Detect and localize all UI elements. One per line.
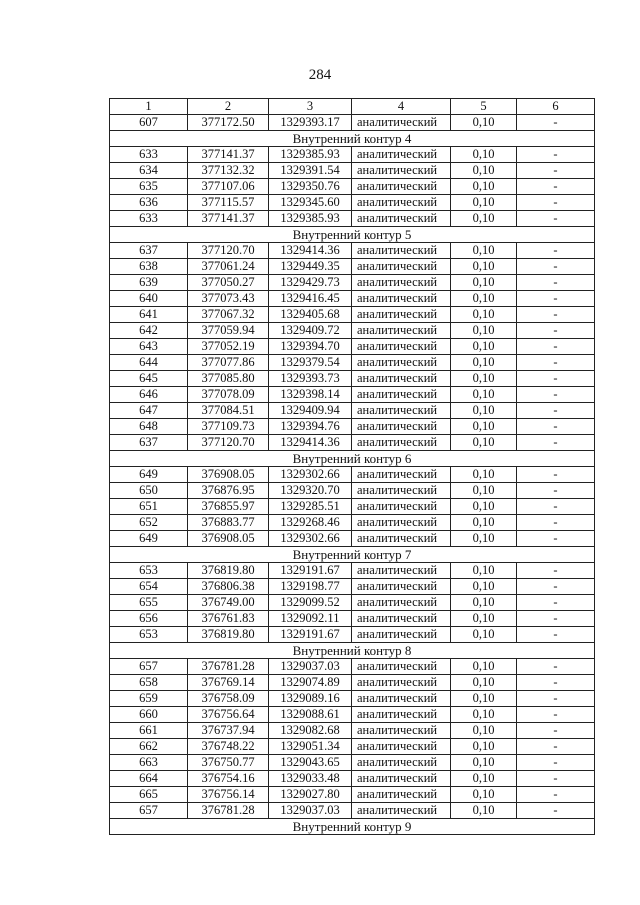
table-cell: 636: [110, 195, 188, 211]
table-cell: 1329082.68: [269, 723, 352, 739]
section-row: [110, 451, 595, 467]
table-cell: 377120.70: [188, 435, 269, 451]
table-cell: аналитический: [352, 755, 451, 771]
table-cell: 1329385.93: [269, 147, 352, 163]
table-cell: -: [517, 659, 595, 675]
table-cell: 376750.77: [188, 755, 269, 771]
table-cell: 376761.83: [188, 611, 269, 627]
table-cell: 0,10: [451, 403, 517, 419]
table-cell: 0,10: [451, 803, 517, 819]
table-cell: 0,10: [451, 355, 517, 371]
table-cell: аналитический: [352, 291, 451, 307]
table-cell: 607: [110, 115, 188, 131]
table-cell: 0,10: [451, 387, 517, 403]
table-cell: 1329385.93: [269, 211, 352, 227]
table-cell: 376749.00: [188, 595, 269, 611]
header-cell: 2: [188, 99, 269, 115]
table-cell: -: [517, 755, 595, 771]
table-cell: 376876.95: [188, 483, 269, 499]
table-row: [110, 739, 595, 755]
table-cell: 640: [110, 291, 188, 307]
table-cell: 0,10: [451, 211, 517, 227]
table-row: [110, 195, 595, 211]
section-row: [110, 643, 595, 659]
table-cell: 376781.28: [188, 803, 269, 819]
table-row: [110, 115, 595, 131]
table-cell: 653: [110, 563, 188, 579]
table-cell: аналитический: [352, 419, 451, 435]
table-cell: аналитический: [352, 147, 451, 163]
table-row: [110, 243, 595, 259]
table-cell: -: [517, 435, 595, 451]
table-cell: 1329198.77: [269, 579, 352, 595]
table-cell: аналитический: [352, 275, 451, 291]
table-cell: 377141.37: [188, 147, 269, 163]
table-row: [110, 787, 595, 803]
table-cell: 376781.28: [188, 659, 269, 675]
table-cell: 1329414.36: [269, 243, 352, 259]
table-row: [110, 483, 595, 499]
header-row: [110, 99, 595, 115]
header-cell: 4: [352, 99, 451, 115]
table-cell: -: [517, 515, 595, 531]
table-row: [110, 307, 595, 323]
table-cell: аналитический: [352, 387, 451, 403]
table-cell: аналитический: [352, 611, 451, 627]
table-cell: 377085.80: [188, 371, 269, 387]
table-row: [110, 723, 595, 739]
table-cell: аналитический: [352, 115, 451, 131]
table-cell: 661: [110, 723, 188, 739]
table-cell: 633: [110, 147, 188, 163]
table-cell: -: [517, 195, 595, 211]
table-cell: -: [517, 563, 595, 579]
table-cell: 377115.57: [188, 195, 269, 211]
table-row: [110, 771, 595, 787]
table-cell: -: [517, 211, 595, 227]
table-row: [110, 387, 595, 403]
table-cell: аналитический: [352, 195, 451, 211]
table-cell: 1329037.03: [269, 803, 352, 819]
table-row: [110, 675, 595, 691]
table-cell: 644: [110, 355, 188, 371]
section-row: [110, 547, 595, 563]
table-body: [110, 99, 595, 835]
table-row: [110, 659, 595, 675]
table-row: [110, 691, 595, 707]
table-cell: 1329391.54: [269, 163, 352, 179]
header-cell: 3: [269, 99, 352, 115]
section-title: Внутренний контур 5: [110, 227, 595, 243]
table-cell: -: [517, 291, 595, 307]
page-number: 284: [308, 67, 332, 83]
table-cell: 0,10: [451, 707, 517, 723]
table-cell: 635: [110, 179, 188, 195]
table-cell: аналитический: [352, 323, 451, 339]
table-cell: 654: [110, 579, 188, 595]
table-cell: -: [517, 355, 595, 371]
table-row: [110, 579, 595, 595]
table-cell: 1329099.52: [269, 595, 352, 611]
table-cell: 1329191.67: [269, 563, 352, 579]
table-row: [110, 611, 595, 627]
table-cell: 0,10: [451, 611, 517, 627]
table-cell: 1329394.76: [269, 419, 352, 435]
table-cell: 377077.86: [188, 355, 269, 371]
table-cell: аналитический: [352, 739, 451, 755]
coordinates-table: [109, 98, 595, 835]
table-row: [110, 627, 595, 643]
table-row: [110, 291, 595, 307]
table-cell: 1329027.80: [269, 787, 352, 803]
table-cell: 377084.51: [188, 403, 269, 419]
table-cell: 377107.06: [188, 179, 269, 195]
table-cell: 377059.94: [188, 323, 269, 339]
table-cell: 0,10: [451, 755, 517, 771]
table-cell: 633: [110, 211, 188, 227]
table-cell: -: [517, 739, 595, 755]
table-cell: аналитический: [352, 595, 451, 611]
table-cell: аналитический: [352, 707, 451, 723]
table-cell: 376819.80: [188, 627, 269, 643]
table-cell: 377067.32: [188, 307, 269, 323]
table-cell: 665: [110, 787, 188, 803]
table-cell: 0,10: [451, 467, 517, 483]
table-cell: 376758.09: [188, 691, 269, 707]
table-cell: -: [517, 115, 595, 131]
header-cell: 1: [110, 99, 188, 115]
header-cell: 6: [517, 99, 595, 115]
table-cell: 651: [110, 499, 188, 515]
table-cell: аналитический: [352, 515, 451, 531]
table-cell: -: [517, 579, 595, 595]
table-cell: аналитический: [352, 627, 451, 643]
table-row: [110, 707, 595, 723]
table-row: [110, 323, 595, 339]
table-cell: 1329051.34: [269, 739, 352, 755]
table-cell: 646: [110, 387, 188, 403]
table-cell: аналитический: [352, 803, 451, 819]
table-cell: 0,10: [451, 275, 517, 291]
table-cell: аналитический: [352, 563, 451, 579]
table-cell: 0,10: [451, 195, 517, 211]
section-row: [110, 131, 595, 147]
table-cell: -: [517, 163, 595, 179]
table-cell: аналитический: [352, 179, 451, 195]
table-row: [110, 595, 595, 611]
table-cell: 652: [110, 515, 188, 531]
table-row: [110, 339, 595, 355]
table-cell: 377073.43: [188, 291, 269, 307]
table-cell: аналитический: [352, 259, 451, 275]
table-cell: 376908.05: [188, 531, 269, 547]
table-cell: 376883.77: [188, 515, 269, 531]
table-cell: аналитический: [352, 691, 451, 707]
table-cell: 1329268.46: [269, 515, 352, 531]
table-cell: -: [517, 675, 595, 691]
table-row: [110, 515, 595, 531]
table-cell: 1329285.51: [269, 499, 352, 515]
table-cell: аналитический: [352, 339, 451, 355]
table-row: [110, 467, 595, 483]
table-cell: 377052.19: [188, 339, 269, 355]
table-cell: аналитический: [352, 531, 451, 547]
table-cell: 1329379.54: [269, 355, 352, 371]
table-cell: 637: [110, 243, 188, 259]
table-cell: 0,10: [451, 163, 517, 179]
table-cell: -: [517, 323, 595, 339]
table-cell: 0,10: [451, 595, 517, 611]
table-cell: 377172.50: [188, 115, 269, 131]
table-cell: -: [517, 147, 595, 163]
table-cell: -: [517, 419, 595, 435]
table-cell: 0,10: [451, 291, 517, 307]
table-cell: 376737.94: [188, 723, 269, 739]
table-cell: 0,10: [451, 115, 517, 131]
table-cell: 376806.38: [188, 579, 269, 595]
table-cell: 1329393.73: [269, 371, 352, 387]
table-cell: аналитический: [352, 723, 451, 739]
table-cell: аналитический: [352, 403, 451, 419]
table-row: [110, 403, 595, 419]
table-cell: аналитический: [352, 371, 451, 387]
table-row: [110, 499, 595, 515]
table-cell: 1329345.60: [269, 195, 352, 211]
table-cell: 1329409.72: [269, 323, 352, 339]
table-cell: 0,10: [451, 179, 517, 195]
section-title: Внутренний контур 4: [110, 131, 595, 147]
table-cell: 1329092.11: [269, 611, 352, 627]
table-row: [110, 211, 595, 227]
table-cell: 643: [110, 339, 188, 355]
table-cell: 638: [110, 259, 188, 275]
table-cell: -: [517, 307, 595, 323]
table-cell: аналитический: [352, 211, 451, 227]
table-cell: 0,10: [451, 739, 517, 755]
table-cell: -: [517, 243, 595, 259]
section-row: [110, 227, 595, 243]
table-row: [110, 371, 595, 387]
table-row: [110, 179, 595, 195]
header-cell: 5: [451, 99, 517, 115]
table-cell: -: [517, 723, 595, 739]
table-cell: 0,10: [451, 243, 517, 259]
table-cell: 0,10: [451, 483, 517, 499]
table-cell: -: [517, 803, 595, 819]
table-cell: 659: [110, 691, 188, 707]
table-cell: -: [517, 339, 595, 355]
table-cell: 658: [110, 675, 188, 691]
table-row: [110, 755, 595, 771]
table-cell: аналитический: [352, 467, 451, 483]
table-cell: 645: [110, 371, 188, 387]
table-cell: аналитический: [352, 243, 451, 259]
table-cell: 377141.37: [188, 211, 269, 227]
table-cell: 0,10: [451, 499, 517, 515]
section-title: Внутренний контур 6: [110, 451, 595, 467]
table-cell: 0,10: [451, 579, 517, 595]
section-title: Внутренний контур 9: [110, 819, 595, 835]
section-row: [110, 819, 595, 835]
table-cell: 0,10: [451, 531, 517, 547]
table-cell: аналитический: [352, 163, 451, 179]
table-cell: 376908.05: [188, 467, 269, 483]
table-cell: аналитический: [352, 355, 451, 371]
table-cell: -: [517, 259, 595, 275]
table-cell: 1329074.89: [269, 675, 352, 691]
table-cell: 639: [110, 275, 188, 291]
table-cell: 1329320.70: [269, 483, 352, 499]
table-cell: 0,10: [451, 627, 517, 643]
table-cell: 377050.27: [188, 275, 269, 291]
table-cell: 377132.32: [188, 163, 269, 179]
table-cell: 653: [110, 627, 188, 643]
table-cell: -: [517, 371, 595, 387]
table-cell: 376756.64: [188, 707, 269, 723]
table-row: [110, 435, 595, 451]
table-cell: 1329302.66: [269, 467, 352, 483]
table-cell: 1329409.94: [269, 403, 352, 419]
table-cell: 664: [110, 771, 188, 787]
table-cell: 377061.24: [188, 259, 269, 275]
table-cell: -: [517, 611, 595, 627]
section-title: Внутренний контур 7: [110, 547, 595, 563]
table-cell: 0,10: [451, 307, 517, 323]
table-cell: -: [517, 467, 595, 483]
table-cell: 1329033.48: [269, 771, 352, 787]
table-cell: 0,10: [451, 659, 517, 675]
table-cell: 1329394.70: [269, 339, 352, 355]
table-cell: 1329302.66: [269, 531, 352, 547]
table-cell: 377120.70: [188, 243, 269, 259]
table-cell: -: [517, 787, 595, 803]
table-cell: 647: [110, 403, 188, 419]
table-cell: 0,10: [451, 563, 517, 579]
table-cell: 376769.14: [188, 675, 269, 691]
table-cell: аналитический: [352, 307, 451, 323]
table-cell: 0,10: [451, 771, 517, 787]
table-cell: 0,10: [451, 323, 517, 339]
table-cell: 1329393.17: [269, 115, 352, 131]
table-cell: -: [517, 595, 595, 611]
table-cell: аналитический: [352, 675, 451, 691]
table-cell: 0,10: [451, 147, 517, 163]
table-cell: 1329429.73: [269, 275, 352, 291]
table-cell: 649: [110, 467, 188, 483]
table-cell: 0,10: [451, 675, 517, 691]
table-cell: -: [517, 403, 595, 419]
table-cell: 662: [110, 739, 188, 755]
table-cell: 650: [110, 483, 188, 499]
table-row: [110, 147, 595, 163]
table-cell: 377109.73: [188, 419, 269, 435]
table-cell: 377078.09: [188, 387, 269, 403]
section-title: Внутренний контур 8: [110, 643, 595, 659]
table-cell: 1329089.16: [269, 691, 352, 707]
table-cell: 1329405.68: [269, 307, 352, 323]
table-cell: 663: [110, 755, 188, 771]
table-cell: 641: [110, 307, 188, 323]
table-cell: 1329350.76: [269, 179, 352, 195]
table-cell: -: [517, 179, 595, 195]
table-row: [110, 419, 595, 435]
table-cell: аналитический: [352, 579, 451, 595]
table-cell: 1329416.45: [269, 291, 352, 307]
table-cell: 376756.14: [188, 787, 269, 803]
table-cell: 0,10: [451, 339, 517, 355]
table-cell: -: [517, 499, 595, 515]
table-cell: 0,10: [451, 787, 517, 803]
table-cell: 1329414.36: [269, 435, 352, 451]
table-cell: -: [517, 691, 595, 707]
table-cell: 655: [110, 595, 188, 611]
table-cell: 1329088.61: [269, 707, 352, 723]
table-cell: -: [517, 483, 595, 499]
table-cell: 0,10: [451, 419, 517, 435]
table-row: [110, 563, 595, 579]
table-cell: аналитический: [352, 499, 451, 515]
table-cell: 657: [110, 659, 188, 675]
table-row: [110, 163, 595, 179]
table-cell: 657: [110, 803, 188, 819]
table-cell: 0,10: [451, 515, 517, 531]
table-cell: 634: [110, 163, 188, 179]
table-cell: 637: [110, 435, 188, 451]
table-row: [110, 355, 595, 371]
table-cell: аналитический: [352, 483, 451, 499]
table-cell: 1329037.03: [269, 659, 352, 675]
table-cell: -: [517, 771, 595, 787]
table-row: [110, 275, 595, 291]
table-cell: 1329043.65: [269, 755, 352, 771]
table-row: [110, 803, 595, 819]
table-cell: 0,10: [451, 371, 517, 387]
table-cell: 656: [110, 611, 188, 627]
table-cell: аналитический: [352, 435, 451, 451]
table-cell: -: [517, 707, 595, 723]
table-cell: 376855.97: [188, 499, 269, 515]
table-cell: 376748.22: [188, 739, 269, 755]
table-cell: 0,10: [451, 691, 517, 707]
table-cell: 376754.16: [188, 771, 269, 787]
table-cell: 0,10: [451, 435, 517, 451]
table-cell: аналитический: [352, 659, 451, 675]
table-cell: -: [517, 531, 595, 547]
table-cell: 376819.80: [188, 563, 269, 579]
table-cell: -: [517, 387, 595, 403]
table-cell: 649: [110, 531, 188, 547]
table-row: [110, 531, 595, 547]
table-cell: 0,10: [451, 259, 517, 275]
table-cell: 1329398.14: [269, 387, 352, 403]
table-cell: 648: [110, 419, 188, 435]
table-cell: -: [517, 275, 595, 291]
table-cell: аналитический: [352, 787, 451, 803]
table-cell: 1329191.67: [269, 627, 352, 643]
table-cell: 642: [110, 323, 188, 339]
table-cell: 0,10: [451, 723, 517, 739]
table-cell: аналитический: [352, 771, 451, 787]
table-cell: -: [517, 627, 595, 643]
table-cell: 1329449.35: [269, 259, 352, 275]
table-cell: 660: [110, 707, 188, 723]
table-row: [110, 259, 595, 275]
